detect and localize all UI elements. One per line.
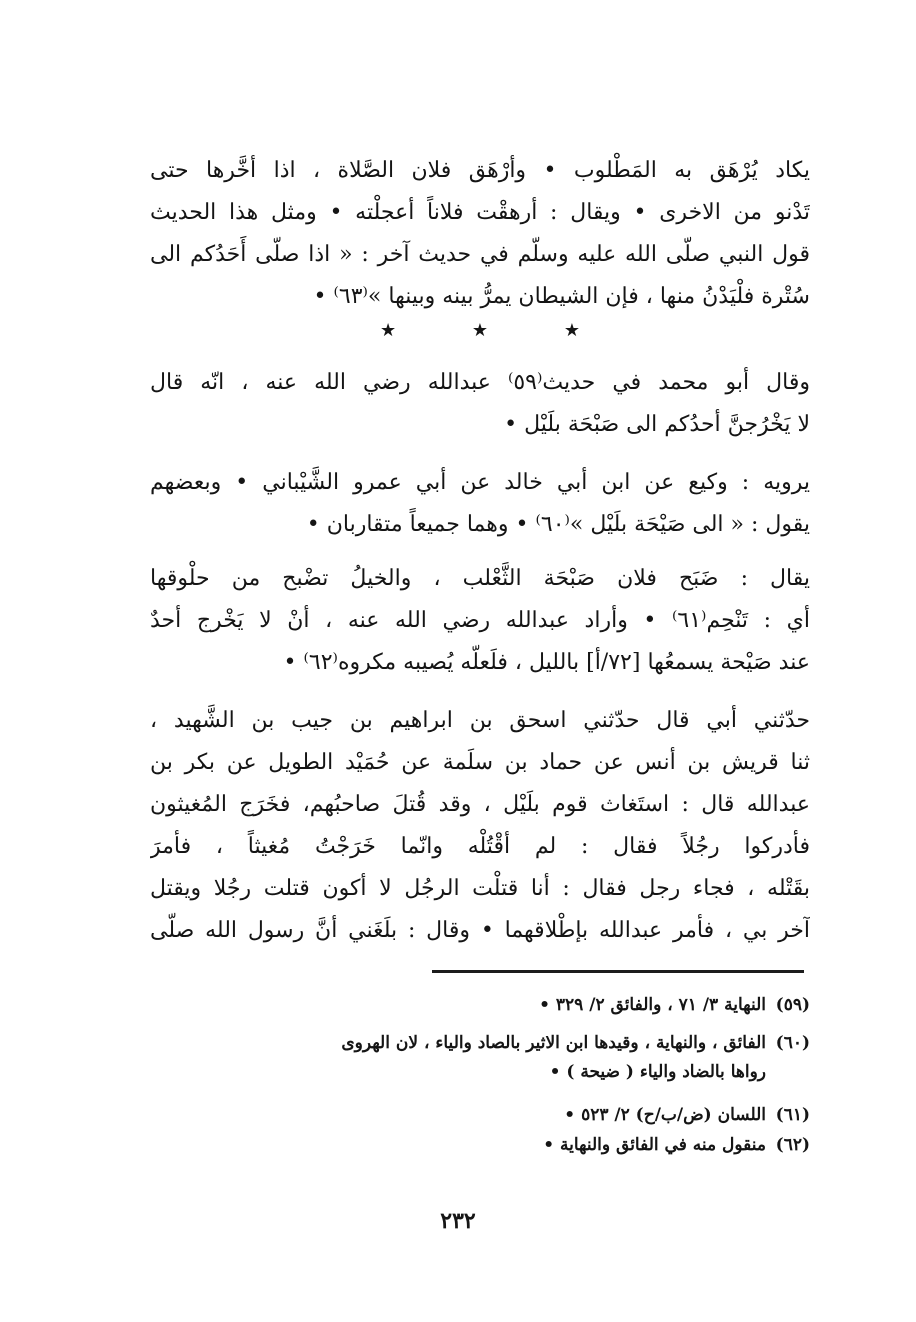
page-number: ٢٣٢ xyxy=(440,1208,476,1234)
paragraph-2 xyxy=(150,362,810,446)
footnote-59 xyxy=(150,990,810,1020)
footnote-text: اللسان (ض/ب/ح) ٢/ ٥٢٣ • xyxy=(564,1105,766,1125)
text-line: يقال : ضَبَح فلان صَبْحَة الثَّعْلب ، والخيلُ تضْبح من حلْوقها xyxy=(150,566,810,591)
text-line: تَدْنو من الاخرى • ويقال : أرهقْت فلاناً أعجلْته • ومثل هذا الحديث xyxy=(150,200,810,225)
text-line: عبدالله قال : استَغاث قوم بلَيْل ، وقد قُتلَ صاحبُهم، فخَرَج المُغيثون xyxy=(150,792,810,817)
footnote-text: الفائق ، والنهاية ، وقيدها ابن الاثير بالصاد والياء ، لان الهروى xyxy=(341,1033,766,1053)
footnote-divider xyxy=(432,970,804,973)
text-line: يقول : « الى صَيْحَة بلَيْل »⁽٦٠⁾ • وهما جميعاً متقاربان • xyxy=(306,512,810,537)
footnote-continuation: رواها بالضاد والياء ( ضيحة ) • xyxy=(549,1062,766,1082)
footnote-text: النهاية ٣/ ٧١ ، والفائق ٢/ ٣٢٩ • xyxy=(539,995,766,1015)
paragraph-5 xyxy=(150,700,810,952)
text-line: وقال أبو محمد في حديث⁽٥٩⁾ عبدالله رضي الله عنه ، انّه قال xyxy=(150,370,810,395)
text-line: آخر بي ، فأمر عبدالله بإطْلاقهما • وقال : بلَغَني أنَّ رسول الله صلّى xyxy=(150,918,810,943)
footnote-61 xyxy=(150,1100,810,1130)
text-line: لا يَخْرُجنَّ أحدُكم الى صَبْحَة بلَيْل • xyxy=(504,412,810,437)
text-line: ثنا قريش بن أنس عن حماد بن سلَمة عن حُمَيْد الطويل عن بكر بن xyxy=(150,750,810,775)
text-line: عند صَيْحة يسمعُها [٧٢/أ] بالليل ، فلَعلّه يُصيبه مكروه⁽٦٢⁾ • xyxy=(283,650,810,675)
text-line: أي : تَنْحِم⁽٦١⁾ • وأراد عبدالله رضي الله عنه ، أنْ لا يَخْرج أحدٌ xyxy=(150,608,810,633)
text-line: فأدركوا رجُلاً فقال : لم أقْتُلْه وانّما خَرَجْتُ مُغيثاً ، فأمرَ xyxy=(150,834,810,859)
footnotes xyxy=(150,990,810,1160)
star-icon: ★ xyxy=(471,320,489,341)
star-icon: ★ xyxy=(563,320,580,341)
footnote-number: (٥٩) xyxy=(775,995,810,1015)
text-line: بقَتْله ، فجاء رجل فقال : أنا قتلْت الرجُل لا أكون قتلت رجُلا ويقتل xyxy=(150,876,810,901)
paragraph-4 xyxy=(150,558,810,684)
text-line: قول النبي صلّى الله عليه وسلّم في حديث آخر : « اذا صلّى أَحَدُكم الى xyxy=(150,242,810,267)
star-icon: ★ xyxy=(380,320,397,341)
footnote-62 xyxy=(150,1130,810,1160)
footnote-number: (٦٢) xyxy=(775,1135,810,1155)
paragraph-1 xyxy=(150,150,810,318)
paragraph-3 xyxy=(150,462,810,546)
text-line: حدّثني أبي قال حدّثني اسحق بن ابراهيم بن جيب بن الشَّهيد ، xyxy=(150,708,810,733)
footnote-number: (٦١) xyxy=(775,1105,810,1125)
footnote-60 xyxy=(150,1028,810,1058)
footnote-number: (٦٠) xyxy=(775,1033,810,1053)
footnote-text: منقول منه في الفائق والنهاية • xyxy=(543,1135,766,1155)
text-line: يكاد يُرْهَق به المَطْلوب • وأرْهَق فلان الصَّلاة ، اذا أخَّرها حتى xyxy=(150,158,810,183)
text-line: سُتْرة فلْيَدْنُ منها ، فإن الشيطان يمرُّ بينه وبينها »⁽٦٣⁾ • xyxy=(313,284,810,309)
text-line: يرويه : وكيع عن ابن أبي خالد عن أبي عمرو الشَّيْباني • وبعضهم xyxy=(150,470,810,495)
section-divider-stars xyxy=(380,320,580,341)
